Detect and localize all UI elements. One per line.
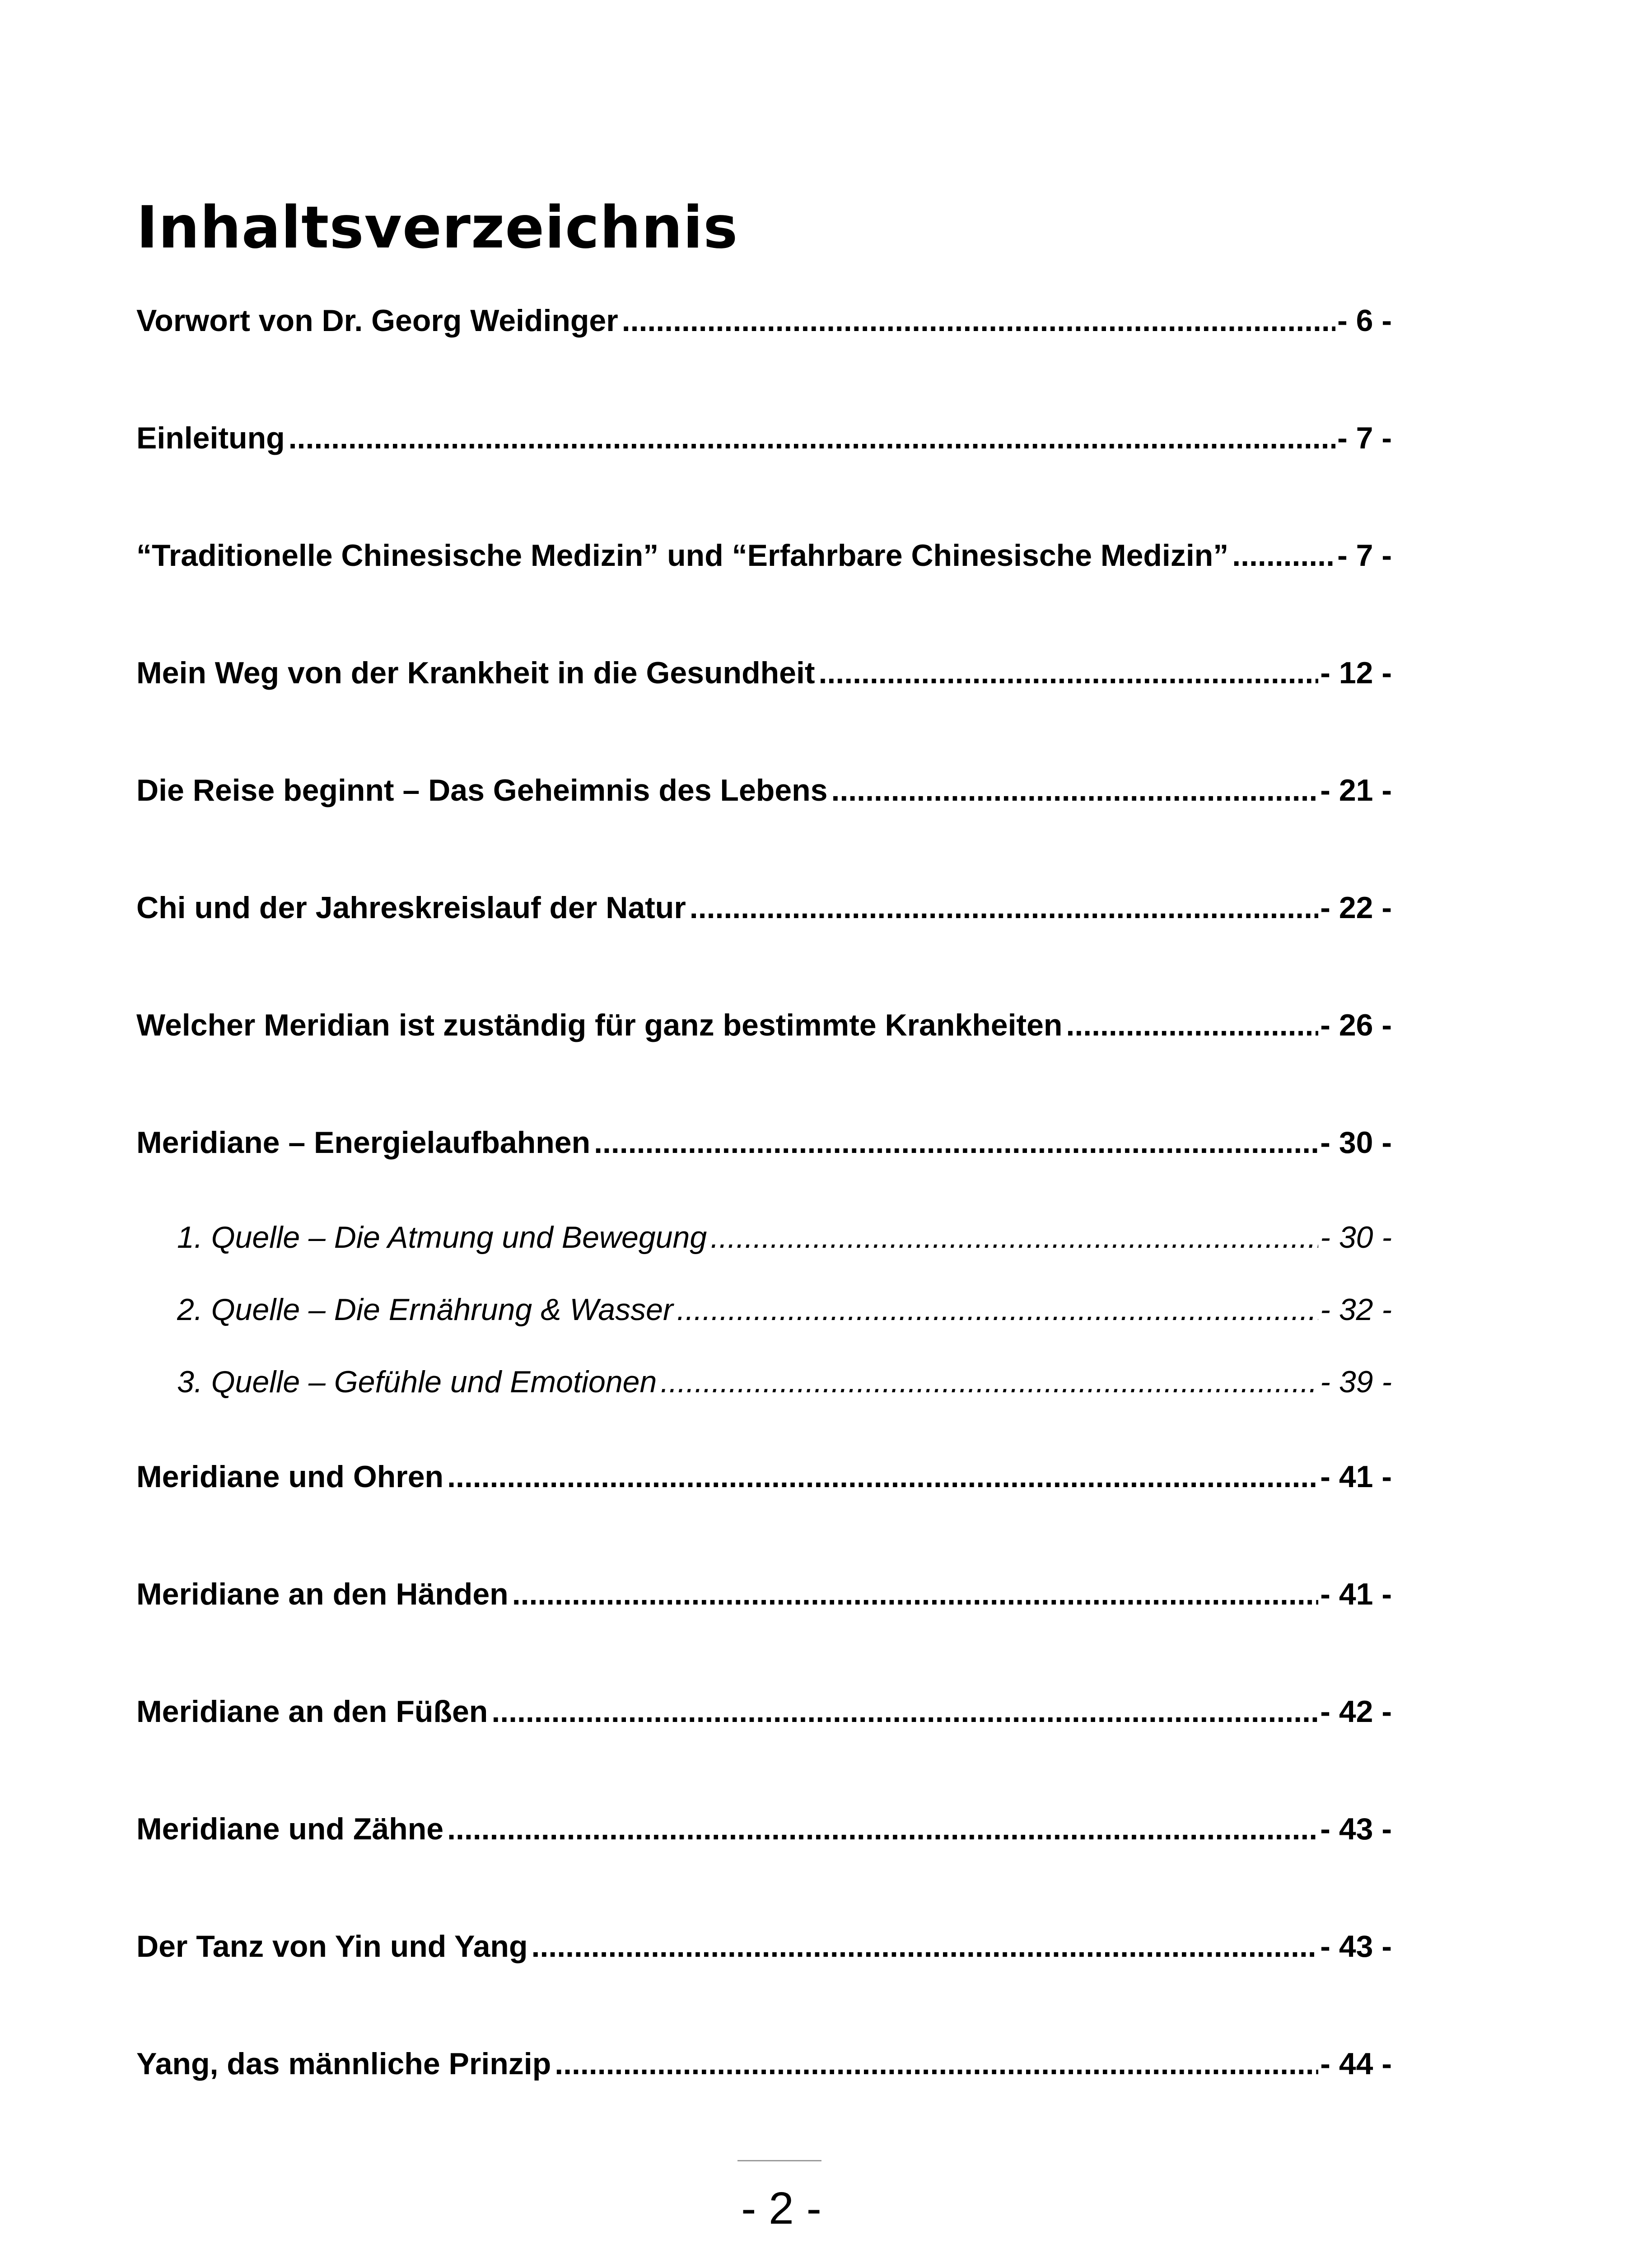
- toc-leader-dots: [532, 1924, 1319, 1969]
- toc-entry-page-number: - 21 -: [1320, 773, 1392, 807]
- toc-entry-page-number: - 39 -: [1320, 1365, 1392, 1399]
- toc-entry-page-number: - 42 -: [1320, 1694, 1392, 1729]
- toc-entry-page-number: - 7 -: [1337, 538, 1392, 573]
- toc-entry-label: Meridiane und Ohren: [136, 1460, 444, 1494]
- toc-entry-page-number: - 12 -: [1320, 656, 1392, 690]
- toc-entry-label: 2. Quelle – Die Ernährung & Wasser: [177, 1292, 673, 1327]
- toc-entry-page-number: - 32 -: [1320, 1292, 1392, 1327]
- footer-divider: [737, 2160, 821, 2161]
- toc-leader-dots: [512, 1572, 1319, 1617]
- toc-leader-dots: [447, 1454, 1318, 1499]
- footer-page-number: - 2 -: [741, 2183, 821, 2234]
- toc-entry[interactable]: [136, 650, 1392, 695]
- toc-entry-label: Meridiane – Energielaufbahnen: [136, 1125, 591, 1160]
- toc-leader-dots: [710, 1215, 1318, 1260]
- toc-leader-dots: [491, 1689, 1318, 1734]
- toc-entry-label: Meridiane an den Händen: [136, 1577, 509, 1611]
- toc-leader-dots: [690, 885, 1318, 930]
- toc-entry-page-number: - 44 -: [1320, 2047, 1392, 2081]
- toc-entry-label: “Traditionelle Chinesische Medizin” und “Erfahrbare Chinesische Medizin”: [136, 538, 1229, 573]
- toc-leader-dots: [660, 1359, 1318, 1404]
- toc-entry-label: Mein Weg von der Krankheit in die Gesundheit: [136, 656, 815, 690]
- toc-leader-dots: [289, 415, 1335, 461]
- toc-entry-label: Yang, das männliche Prinzip: [136, 2047, 551, 2081]
- toc-entry[interactable]: [136, 1454, 1392, 1499]
- toc-entry-page-number: - 22 -: [1320, 891, 1392, 925]
- toc-leader-dots: [677, 1287, 1319, 1332]
- toc-entry-label: Meridiane und Zähne: [136, 1812, 444, 1846]
- toc-entry[interactable]: [136, 768, 1392, 813]
- toc-entry[interactable]: [136, 1003, 1392, 1048]
- toc-entry-label: Welcher Meridian ist zuständig für ganz bestimmte Krankheiten: [136, 1008, 1063, 1042]
- toc-entry[interactable]: [136, 298, 1392, 343]
- toc-entry-label: Einleitung: [136, 421, 285, 455]
- toc-entry-page-number: - 7 -: [1337, 421, 1392, 455]
- toc-entry-page-number: - 26 -: [1320, 1008, 1392, 1042]
- toc-entry[interactable]: [136, 1806, 1392, 1852]
- toc-leader-dots: [819, 650, 1319, 695]
- toc-entry-page-number: - 41 -: [1320, 1460, 1392, 1494]
- toc-leader-dots: [594, 1120, 1318, 1165]
- toc-entry-page-number: - 6 -: [1337, 303, 1392, 338]
- toc-entry[interactable]: [136, 1924, 1392, 1969]
- toc-entry-page-number: - 30 -: [1320, 1125, 1392, 1160]
- toc-entry-page-number: - 30 -: [1320, 1220, 1392, 1255]
- toc-entry-page-number: - 43 -: [1320, 1812, 1392, 1846]
- toc-entry[interactable]: [136, 2041, 1392, 2086]
- toc-entry[interactable]: [136, 885, 1392, 930]
- toc-entry-label: Der Tanz von Yin und Yang: [136, 1929, 528, 1964]
- toc-entry-label: Die Reise beginnt – Das Geheimnis des Lebens: [136, 773, 828, 807]
- toc-entry-label: 1. Quelle – Die Atmung und Bewegung: [177, 1220, 707, 1255]
- toc-entry-page-number: - 43 -: [1320, 1929, 1392, 1964]
- toc-leader-dots: [555, 2041, 1318, 2086]
- toc-entry-label: 3. Quelle – Gefühle und Emotionen: [177, 1365, 657, 1399]
- toc-leader-dots: [1232, 533, 1335, 578]
- toc-subentry[interactable]: [177, 1359, 1392, 1404]
- toc-entry-label: Vorwort von Dr. Georg Weidinger: [136, 303, 618, 338]
- toc-entry[interactable]: [136, 1689, 1392, 1734]
- toc-entry[interactable]: [136, 1120, 1392, 1165]
- toc-entry-label: Chi und der Jahreskreislauf der Natur: [136, 891, 686, 925]
- toc-subentry[interactable]: [177, 1287, 1392, 1332]
- toc-entry-page-number: - 41 -: [1320, 1577, 1392, 1611]
- page-title: Inhaltsverzeichnis: [136, 194, 738, 261]
- toc-entry-label: Meridiane an den Füßen: [136, 1694, 488, 1729]
- toc-subentry[interactable]: [177, 1215, 1392, 1260]
- toc-entry[interactable]: [136, 415, 1392, 461]
- toc-entry[interactable]: [136, 533, 1392, 578]
- toc-entry[interactable]: [136, 1572, 1392, 1617]
- toc-leader-dots: [1066, 1003, 1318, 1048]
- toc-leader-dots: [447, 1806, 1318, 1852]
- toc-leader-dots: [831, 768, 1319, 813]
- toc-leader-dots: [622, 298, 1335, 343]
